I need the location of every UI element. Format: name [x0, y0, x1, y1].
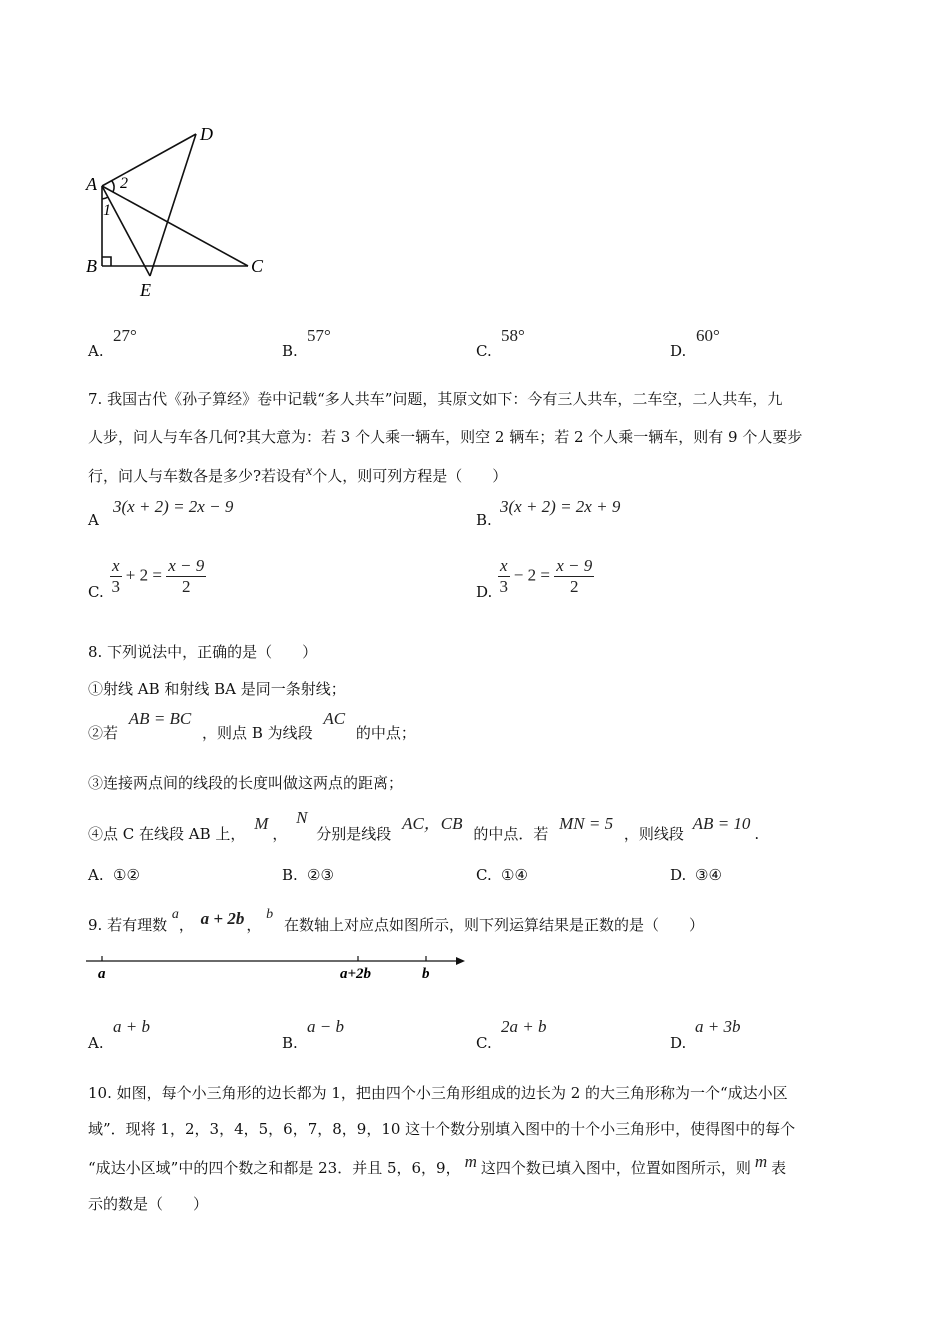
q8-s2-prefix: ②若 [88, 724, 119, 742]
q8-s4-mn: MN = 5 [559, 814, 614, 833]
label-a: A [86, 174, 97, 194]
q10-line-1: 10. 如图，每个小三角形的边长都为 1，把由四个小三角形组成的边长为 2 的大三角形称为一个“成达小区 [88, 1084, 788, 1102]
q8-s2-suffix: 的中点； [355, 724, 416, 742]
q9-option-c-value: 2a + b [501, 1017, 547, 1036]
angle-arc-1 [102, 197, 108, 199]
q7-line-2: 人步，问人与车各几何?其大意为：若 3 个人乘一辆车，则空 2 辆车；若 2 个人乘一辆车，则有 9 个人要步 [88, 428, 803, 446]
q9-stem-prefix: 9. 若有理数 [88, 916, 168, 934]
q8-s2-middle: ，则点 B 为线段 [202, 724, 313, 742]
q8-s4-prefix: ④点 C 在线段 AB 上， [88, 825, 246, 843]
q8-s4-m: M [254, 814, 269, 833]
q9-option-b-label: B. [282, 1034, 298, 1052]
q7-option-a-label: A [88, 511, 99, 529]
q8-option-b-label: B. [282, 866, 298, 884]
q8-s4-middle-3: ，则线段 [623, 825, 684, 843]
q9-option-d-label: D. [670, 1034, 687, 1052]
q8-s2-math-ab-bc: AB = BC [128, 709, 192, 728]
q9-option-b-value: a − b [307, 1017, 344, 1036]
q9-comma-1: ， [178, 916, 194, 934]
q10-line-3-middle: 这四个数已填入图中，位置如图所示，则 [480, 1159, 751, 1177]
q8-s2-math-ac: AC [323, 709, 346, 728]
number-line-arrow [456, 957, 465, 965]
q8-s4-middle-2: 的中点．若 [473, 825, 549, 843]
q6-option-b-value: 57° [307, 326, 331, 345]
q9-option-d-value: a + 3b [695, 1017, 741, 1036]
q6-option-a-value: 27° [113, 326, 137, 345]
q9-var-b: b [266, 907, 274, 922]
q8-s4-segments: AC，CB [402, 814, 463, 833]
q7-option-a-value: 3(x + 2) = 2x − 9 [113, 497, 234, 516]
q8-statement-3: ③连接两点间的线段的长度叫做这两点的距离； [88, 774, 404, 792]
q8-option-d-label: D. [670, 866, 687, 884]
q9-option-a-value: a + b [113, 1017, 150, 1036]
q9-var-a-plus-2b: a + 2b [200, 909, 245, 928]
q8-s4-ab: AB = 10 [692, 814, 751, 833]
right-angle-mark [102, 257, 111, 266]
q8-option-a-label: A. [88, 866, 104, 884]
q10-line-4: 示的数是（ ） [88, 1195, 209, 1213]
label-b: B [86, 256, 97, 276]
q7-option-d-label: D. [476, 583, 493, 601]
q10-var-m-2: m [754, 1152, 768, 1171]
q6-option-c-label: C. [476, 342, 492, 360]
q8-option-c-value: ①④ [501, 866, 528, 884]
q7-option-c-label: C. [88, 583, 104, 601]
q6-option-a-label: A. [88, 342, 104, 360]
q9-option-a-label: A. [88, 1034, 104, 1052]
label-1: 1 [103, 202, 111, 219]
q8-statement-2 [88, 709, 416, 743]
q9-stem-text: 在数轴上对应点如图所示，则下列运算结果是正数的是（ ） [283, 916, 704, 934]
label-c: C [251, 256, 264, 276]
geometry-figure [80, 120, 280, 305]
label-2: 2 [120, 175, 128, 192]
q8-s4-n: N [296, 808, 308, 827]
q7-option-b-label: B. [476, 511, 492, 529]
q6-option-b-label: B. [282, 342, 298, 360]
q7-option-c-value: $\frac{x}{3}$ + 2 = $\frac{x - 9}{2}$ [111, 556, 205, 596]
q7-option-b-value: 3(x + 2) = 2x + 9 [500, 497, 621, 516]
q8-option-d-value: ③④ [695, 866, 722, 884]
q6-option-d-value: 60° [696, 326, 720, 345]
number-line [84, 950, 474, 985]
q8-option-a-value: ①② [113, 866, 140, 884]
angle-arc-2 [112, 181, 114, 192]
tick-label-a2b: a+2b [340, 966, 372, 982]
q8-statement-1: ①射线 AB 和射线 BA 是同一条射线； [88, 680, 346, 698]
tick-label-b: b [422, 966, 430, 982]
q10-line-3-prefix: “成达小区域”中的四个数之和都是 23．并且 5，6，9， [88, 1159, 461, 1177]
q6-option-c-value: 58° [501, 326, 525, 345]
q8-s4-comma: ， [272, 825, 288, 843]
q8-option-c-label: C. [476, 866, 492, 884]
q7-option-d-value: $\frac{x}{3}$ − 2 = $\frac{x - 9}{2}$ [499, 556, 593, 596]
tick-label-a: a [98, 966, 106, 982]
q8-statement-4 [88, 808, 760, 844]
q8-s4-middle: 分别是线段 [316, 825, 392, 843]
q8-s4-end: . [754, 825, 760, 843]
q10-var-m: m [464, 1152, 477, 1171]
q8-option-b-value: ②③ [307, 866, 334, 884]
q7-variable-x: x [306, 464, 313, 479]
label-e: E [140, 280, 151, 300]
q7-line-3-text: 行，问人与车数各是多少?若设有 [88, 467, 307, 485]
q9-comma-2: ， [246, 916, 262, 934]
q9-var-a: a [171, 907, 179, 922]
q7-line-3-end: 个人，则可列方程是（ ） [312, 467, 508, 485]
q6-option-d-label: D. [670, 342, 687, 360]
q10-line-3-end: 表 [771, 1159, 787, 1177]
q7-line-3 [88, 464, 507, 486]
q10-line-2: 域”．现将 1，2，3，4，5，6，7，8，9，10 这十个数分别填入图中的十个小三角形中，使得图中的每个 [88, 1120, 796, 1138]
q7-line-1: 7. 我国古代《孙子算经》卷中记载“多人共车”问题，其原文如下：今有三人共车，二车空，二人共车，九 [88, 390, 783, 408]
q9-stem [88, 907, 704, 935]
label-d: D [200, 124, 213, 144]
q10-line-3 [88, 1152, 787, 1178]
q9-option-c-label: C. [476, 1034, 492, 1052]
q8-stem: 8. 下列说法中，正确的是（ ） [88, 643, 318, 661]
